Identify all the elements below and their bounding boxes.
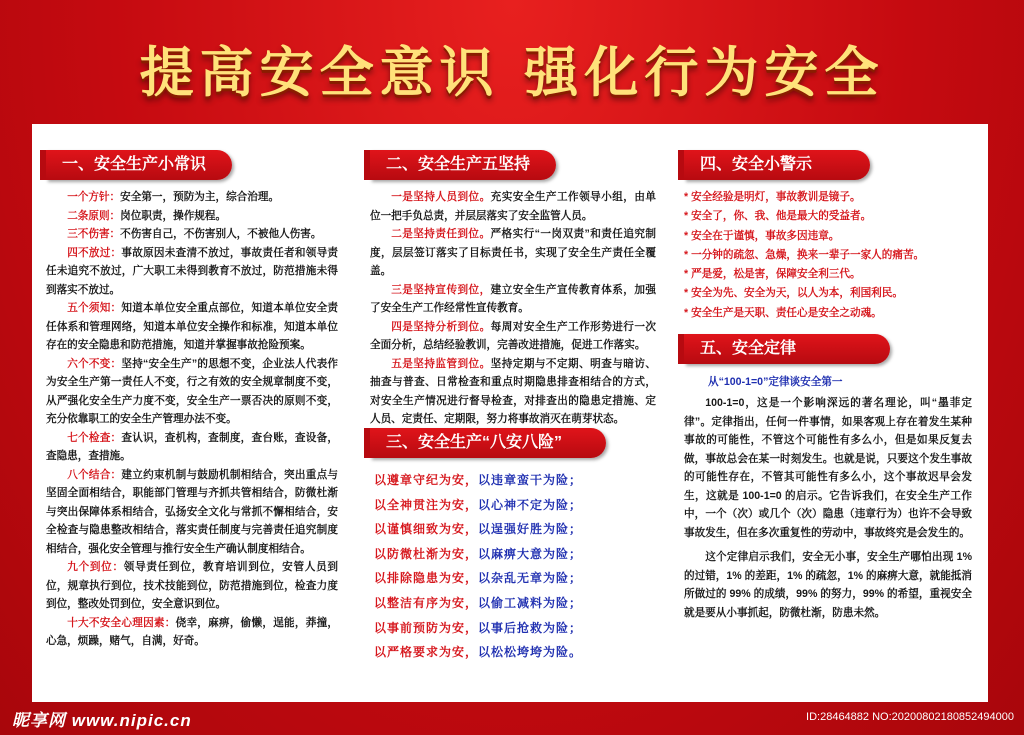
knowledge-item-key: 三不伤害： bbox=[67, 228, 121, 240]
slogan-row bbox=[374, 616, 654, 641]
slogan-row bbox=[374, 493, 654, 518]
knowledge-item-key: 八个结合： bbox=[67, 468, 122, 481]
knowledge-item-key: 一个方针： bbox=[67, 191, 121, 203]
persistence-item bbox=[370, 188, 656, 225]
knowledge-item-key: 五个须知： bbox=[67, 302, 122, 314]
section-header-safety-law: 五、安全定律 bbox=[684, 334, 890, 364]
eight-safety-slogans bbox=[374, 468, 654, 665]
slogan-row bbox=[374, 542, 654, 567]
slogan-safe: 以谨慎细致为安， bbox=[374, 522, 479, 537]
knowledge-item bbox=[46, 225, 338, 244]
slogan-safe: 以防微杜渐为安， bbox=[374, 546, 479, 561]
warning-item: * 安全生产是天职、责任心是安全之动魂。 bbox=[684, 306, 882, 319]
knowledge-item-text: 侥幸，麻痹，偷懒，逞能，莽撞，心急，烦躁，赌气，自满，好奇。 bbox=[46, 616, 339, 647]
poster-title: 提高安全意识 强化行为安全 bbox=[139, 41, 885, 104]
knowledge-item-text: 安全第一，预防为主，综合治理。 bbox=[120, 191, 280, 203]
persistence-item-text: 每周对安全生产工作形势进行一次全面分析，总结经验教训，完善改进措施，促进工作落实。 bbox=[370, 320, 657, 351]
slogan-risk: 以麻痹大意为险； bbox=[478, 546, 583, 561]
warning-item: * 严是爱，松是害，保障安全利三代。 bbox=[684, 268, 861, 281]
safety-law-text bbox=[684, 394, 972, 622]
persistence-item-text: 建立安全生产宣传教育体系，加强了安全生产工作经常性宣传教育。 bbox=[370, 283, 657, 314]
warning-item: * 安全了，你、我、他是最大的受益者。 bbox=[684, 210, 872, 223]
knowledge-item bbox=[46, 355, 338, 429]
knowledge-item-text: 查认识，查机构，查制度，查台账，查设备，查隐患，查措施。 bbox=[46, 431, 339, 462]
knowledge-item-text: 坚持“安全生产”的思想不变，企业法人代表作为安全生产第一责任人不变，行之有效的安全规章制度不变，从严强化安全生产力度不变，安全生产一票否决的原则不变，充分依靠职工的安全生产管理办法不变。 bbox=[46, 357, 339, 425]
safety-law-subtitle: 从“100-1=0”定律谈安全第一 bbox=[708, 376, 843, 388]
knowledge-item bbox=[46, 558, 338, 614]
slogan-safe: 以事前预防为安， bbox=[374, 620, 479, 635]
section-header-common-knowledge: 一、安全生产小常识 bbox=[46, 150, 232, 180]
knowledge-item-text: 不伤害自己，不伤害别人，不被他人伤害。 bbox=[120, 228, 322, 240]
slogan-safe: 以整洁有序为安， bbox=[374, 595, 479, 610]
image-id: ID:28464882 NO:20200802180852494000 bbox=[806, 711, 1014, 723]
slogan-risk: 以事后抢救为险； bbox=[478, 620, 583, 635]
common-knowledge-text bbox=[46, 188, 338, 651]
slogan-row bbox=[374, 640, 654, 665]
persistence-item bbox=[370, 318, 656, 355]
persistence-item-key: 二是坚持责任到位。 bbox=[391, 228, 491, 240]
five-persistences-text bbox=[370, 188, 656, 429]
slogan-risk: 以心神不定为险； bbox=[478, 497, 583, 512]
section-header-five-persistences: 二、安全生产五坚持 bbox=[370, 150, 556, 180]
slogan-safe: 以遵章守纪为安， bbox=[374, 473, 479, 487]
warning-item: * 一分钟的疏忽、急燥，换来一辈子一家人的痛苦。 bbox=[684, 248, 925, 261]
knowledge-item bbox=[46, 244, 338, 300]
knowledge-item-key: 二条原则： bbox=[67, 209, 121, 222]
section-header-warnings: 四、安全小警示 bbox=[684, 150, 870, 180]
knowledge-item bbox=[46, 207, 338, 226]
persistence-item-text: 坚持定期与不定期、明查与暗访、抽查与普查、日常检查和重点时期隐患排查相结合的方式，对安全生产情况进行督导检查，对排查出的隐患定措施、定人员、定责任、定期限，努力将事故消灭在萌芽状态。 bbox=[370, 357, 657, 425]
law-paragraph: 这个定律启示我们，安全无小事，安全生产哪怕出现 1% 的过错，1% 的差距，1% 的疏忽，1% 的麻痹大意，就能抵消所做过的 99% 的成绩，99% 的努力，99% 的希望，重视安全就是要从小事抓起，防微杜渐，防患未然。 bbox=[684, 551, 972, 619]
knowledge-item-key: 九个到位： bbox=[67, 561, 124, 573]
warnings-list bbox=[684, 188, 978, 323]
persistence-item bbox=[370, 355, 656, 429]
persistence-item-key: 三是坚持宣传到位， bbox=[391, 283, 491, 296]
knowledge-item-text: 事故原因未查清不放过，事故责任者和领导责任未追究不放过，广大职工未得到教育不放过，防范措施未得到落实不放过。 bbox=[46, 246, 339, 296]
persistence-item-key: 一是坚持人员到位。 bbox=[391, 191, 491, 203]
slogan-risk: 以杂乱无章为险； bbox=[478, 571, 583, 586]
section-header-eight-safety: 三、安全生产“八安八险” bbox=[370, 428, 606, 458]
knowledge-item bbox=[46, 188, 338, 207]
content-panel bbox=[32, 124, 988, 702]
slogan-risk: 以松松垮垮为险。 bbox=[478, 645, 583, 660]
warning-item: * 安全经验是明灯，事故教训是镜子。 bbox=[684, 191, 861, 203]
knowledge-item-text: 领导责任到位，教育培训到位，安管人员到位，规章执行到位，技术技能到位，防范措施到位，检查力度到位，整改处罚到位，安全意识到位。 bbox=[46, 561, 339, 610]
slogan-safe: 以排除隐患为安， bbox=[374, 571, 479, 586]
persistence-item-key: 五是坚持监管到位。 bbox=[391, 357, 491, 370]
law-paragraph: 100-1=0，这是一个影响深远的著名理论，叫“墨菲定律”。定律指出，任何一件事情，如果客观上存在着发生某种事故的可能性，不管这个可能性有多么小，但是如果反复去做，事故总会在某一时刻发生。也就是说，只要这个发生事故的可能性存在，不管其可能性有多么小，这个事故迟早会发生，这就是 100-1=0 的启示。它告诉我们，在安全生产工作中，一个（次）或几个（次）隐患（违章行为）也许不会导致事故发生，但在多次重复性的劳动中，事故终究是会发生的。 bbox=[684, 397, 972, 539]
knowledge-item-text: 岗位职责，操作规程。 bbox=[120, 209, 227, 222]
slogan-row bbox=[374, 468, 654, 493]
slogan-safe: 以全神贯注为安， bbox=[374, 497, 479, 512]
slogan-row bbox=[374, 591, 654, 616]
slogan-safe: 以严格要求为安， bbox=[374, 645, 479, 660]
slogan-risk: 以偷工减料为险； bbox=[478, 595, 583, 610]
slogan-row bbox=[374, 566, 654, 591]
slogan-risk: 以违章蛮干为险； bbox=[478, 473, 583, 487]
knowledge-item-text: 建立约束机制与鼓励机制相结合，突出重点与坚固全面相结合，职能部门管理与齐抓共管相结合，防微杜渐与突出保障体系相结合，弘扬安全文化与常抓不懈相结合，安全检查与隐患整改相结合，落实责任制度与完善责任追究制度相结合，强化安全管理与推行安全生产确认制度相结合。 bbox=[46, 468, 339, 555]
knowledge-item-key: 四不放过： bbox=[67, 246, 122, 259]
knowledge-item bbox=[46, 429, 338, 466]
persistence-item bbox=[370, 225, 656, 281]
persistence-item-text: 严格实行“一岗双责”和责任追究制度，层层签订落实了目标责任书，实现了安全生产责任全覆盖。 bbox=[370, 228, 657, 277]
knowledge-item bbox=[46, 299, 338, 355]
knowledge-item bbox=[46, 466, 338, 559]
slogan-row bbox=[374, 517, 654, 542]
knowledge-item-text: 知道本单位安全重点部位，知道本单位安全责任体系和管理网络，知道本单位安全操作和标准，知道本单位存在的安全隐患和防范措施，知道并掌握事故抢险预案。 bbox=[46, 302, 339, 351]
persistence-item bbox=[370, 281, 656, 318]
knowledge-item-key: 十大不安全心理因素： bbox=[67, 616, 176, 629]
watermark-logo: 昵享网 www.nipic.cn bbox=[12, 711, 192, 730]
persistence-item-text: 充实安全生产工作领导小组，由单位一把手负总责，并层层落实了安全监管人员。 bbox=[370, 191, 657, 222]
knowledge-item-key: 六个不变： bbox=[67, 357, 122, 370]
warning-item: * 安全为先、安全为天，以人为本，利国利民。 bbox=[684, 287, 903, 300]
warning-item: * 安全在于谨慎，事故多因违章。 bbox=[684, 229, 840, 242]
slogan-risk: 以逞强好胜为险； bbox=[478, 522, 583, 537]
persistence-item-key: 四是坚持分析到位。 bbox=[391, 320, 491, 333]
knowledge-item bbox=[46, 614, 338, 651]
knowledge-item-key: 七个检查： bbox=[67, 431, 122, 444]
